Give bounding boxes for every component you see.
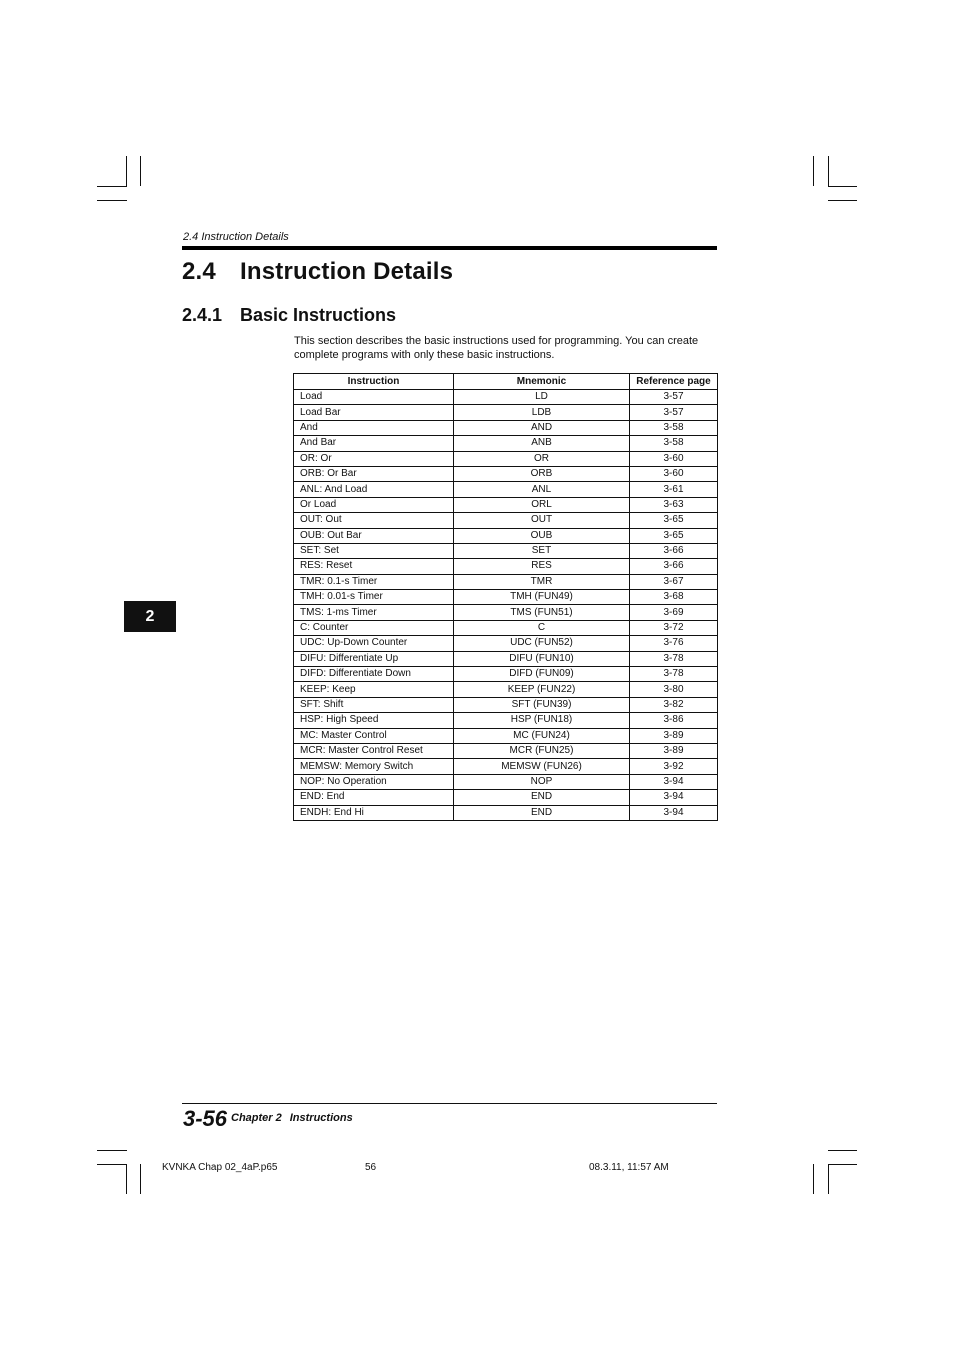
reference-page-cell: 3-58: [630, 420, 718, 435]
table-row: [294, 574, 718, 589]
mnemonic-cell: TMH (FUN49): [454, 590, 630, 605]
table-row: [294, 420, 718, 435]
mnemonic-cell: RES: [454, 559, 630, 574]
reference-page-cell: 3-94: [630, 805, 718, 820]
reference-page-cell: 3-80: [630, 682, 718, 697]
instruction-cell: RES: Reset: [294, 559, 454, 574]
slug-page: 56: [365, 1162, 377, 1173]
instruction-cell: SET: Set: [294, 543, 454, 558]
reference-page-cell: 3-58: [630, 436, 718, 451]
instruction-cell: HSP: High Speed: [294, 713, 454, 728]
basic-instructions-table: [293, 373, 718, 821]
table-row: [294, 636, 718, 651]
instruction-cell: C: Counter: [294, 620, 454, 635]
table-row: [294, 405, 718, 420]
mnemonic-cell: MC (FUN24): [454, 728, 630, 743]
instruction-cell: END: End: [294, 790, 454, 805]
subsection-number: 2.4.1: [182, 305, 223, 325]
table-row: [294, 605, 718, 620]
mnemonic-cell: SET: [454, 543, 630, 558]
table-row: [294, 790, 718, 805]
chapter-label: Chapter 2: [231, 1112, 282, 1124]
reference-page-cell: 3-72: [630, 620, 718, 635]
header-rule: [182, 246, 717, 250]
instruction-cell: MEMSW: Memory Switch: [294, 759, 454, 774]
subsection-title: Basic Instructions: [240, 305, 397, 325]
mnemonic-cell: DIFD (FUN09): [454, 667, 630, 682]
reference-page-cell: 3-78: [630, 667, 718, 682]
instruction-cell: DIFU: Differentiate Up: [294, 651, 454, 666]
table-row: [294, 728, 718, 743]
instruction-cell: ORB: Or Bar: [294, 466, 454, 481]
mnemonic-cell: KEEP (FUN22): [454, 682, 630, 697]
table-row: [294, 513, 718, 528]
mnemonic-cell: END: [454, 790, 630, 805]
reference-page-cell: 3-94: [630, 790, 718, 805]
instruction-cell: SFT: Shift: [294, 697, 454, 712]
instruction-cell: NOP: No Operation: [294, 774, 454, 789]
running-head: 2.4 Instruction Details: [183, 231, 289, 243]
instruction-cell: MCR: Master Control Reset: [294, 743, 454, 758]
table-row: [294, 451, 718, 466]
section-title: Instruction Details: [240, 258, 454, 285]
reference-page-cell: 3-82: [630, 697, 718, 712]
table-row: [294, 528, 718, 543]
table-row: [294, 667, 718, 682]
mnemonic-cell: SFT (FUN39): [454, 697, 630, 712]
mnemonic-cell: LD: [454, 390, 630, 405]
table-row: [294, 743, 718, 758]
instruction-cell: Load: [294, 390, 454, 405]
mnemonic-cell: AND: [454, 420, 630, 435]
instruction-cell: And Bar: [294, 436, 454, 451]
instruction-cell: Load Bar: [294, 405, 454, 420]
table-row: [294, 713, 718, 728]
instruction-cell: MC: Master Control: [294, 728, 454, 743]
reference-page-cell: 3-63: [630, 497, 718, 512]
table-row: [294, 436, 718, 451]
reference-page-cell: 3-67: [630, 574, 718, 589]
mnemonic-cell: TMS (FUN51): [454, 605, 630, 620]
reference-page-cell: 3-60: [630, 466, 718, 481]
instruction-cell: OUB: Out Bar: [294, 528, 454, 543]
instruction-cell: KEEP: Keep: [294, 682, 454, 697]
instruction-cell: TMS: 1-ms Timer: [294, 605, 454, 620]
reference-page-cell: 3-57: [630, 390, 718, 405]
table-row: [294, 590, 718, 605]
instruction-cell: ANL: And Load: [294, 482, 454, 497]
reference-page-cell: 3-76: [630, 636, 718, 651]
table-row: [294, 759, 718, 774]
mnemonic-cell: LDB: [454, 405, 630, 420]
instruction-cell: DIFD: Differentiate Down: [294, 667, 454, 682]
table-row: [294, 774, 718, 789]
table-row: [294, 682, 718, 697]
reference-page-cell: 3-57: [630, 405, 718, 420]
section-number: 2.4: [182, 258, 216, 285]
table-row: [294, 559, 718, 574]
column-header: Mnemonic: [454, 374, 630, 390]
instruction-cell: Or Load: [294, 497, 454, 512]
mnemonic-cell: ANL: [454, 482, 630, 497]
section-heading: [182, 258, 453, 286]
mnemonic-cell: DIFU (FUN10): [454, 651, 630, 666]
instruction-cell: ENDH: End Hi: [294, 805, 454, 820]
table-row: [294, 805, 718, 820]
mnemonic-cell: C: [454, 620, 630, 635]
mnemonic-cell: TMR: [454, 574, 630, 589]
reference-page-cell: 3-68: [630, 590, 718, 605]
reference-page-cell: 3-94: [630, 774, 718, 789]
table-row: [294, 497, 718, 512]
chapter-tab-marker: 2: [124, 601, 176, 632]
table-row: [294, 466, 718, 481]
table-row: [294, 390, 718, 405]
table-row: [294, 620, 718, 635]
reference-page-cell: 3-66: [630, 543, 718, 558]
mnemonic-cell: ORB: [454, 466, 630, 481]
reference-page-cell: 3-60: [630, 451, 718, 466]
column-header: Instruction: [294, 374, 454, 390]
reference-page-cell: 3-78: [630, 651, 718, 666]
instruction-cell: TMH: 0.01-s Timer: [294, 590, 454, 605]
mnemonic-cell: OR: [454, 451, 630, 466]
subsection-heading: [182, 305, 396, 326]
mnemonic-cell: ORL: [454, 497, 630, 512]
mnemonic-cell: NOP: [454, 774, 630, 789]
mnemonic-cell: MCR (FUN25): [454, 743, 630, 758]
table-row: [294, 543, 718, 558]
reference-page-cell: 3-66: [630, 559, 718, 574]
chapter-title: Instructions: [289, 1112, 353, 1124]
reference-page-cell: 3-65: [630, 513, 718, 528]
reference-page-cell: 3-92: [630, 759, 718, 774]
footer-rule: [182, 1103, 717, 1104]
reference-page-cell: 3-61: [630, 482, 718, 497]
footer-chapter: [231, 1112, 353, 1124]
reference-page-cell: 3-65: [630, 528, 718, 543]
reference-page-cell: 3-86: [630, 713, 718, 728]
reference-page-cell: 3-69: [630, 605, 718, 620]
column-header: Reference page: [630, 374, 718, 390]
mnemonic-cell: HSP (FUN18): [454, 713, 630, 728]
table-row: [294, 651, 718, 666]
instruction-cell: TMR: 0.1-s Timer: [294, 574, 454, 589]
mnemonic-cell: END: [454, 805, 630, 820]
reference-page-cell: 3-89: [630, 743, 718, 758]
instruction-cell: OR: Or: [294, 451, 454, 466]
instruction-cell: OUT: Out: [294, 513, 454, 528]
table-row: [294, 697, 718, 712]
page-number: 3-56: [183, 1106, 228, 1131]
reference-page-cell: 3-89: [630, 728, 718, 743]
table-header-row: [294, 374, 718, 390]
mnemonic-cell: MEMSW (FUN26): [454, 759, 630, 774]
mnemonic-cell: ANB: [454, 436, 630, 451]
mnemonic-cell: UDC (FUN52): [454, 636, 630, 651]
mnemonic-cell: OUB: [454, 528, 630, 543]
table-row: [294, 482, 718, 497]
slug-file: KVNKA Chap 02_4aP.p65: [162, 1162, 278, 1173]
intro-paragraph: This section describes the basic instructions used for programming. You can create complete programs with only these basic instructions.: [294, 335, 699, 361]
instruction-cell: UDC: Up-Down Counter: [294, 636, 454, 651]
instruction-cell: And: [294, 420, 454, 435]
mnemonic-cell: OUT: [454, 513, 630, 528]
slug-date: 08.3.11, 11:57 AM: [589, 1162, 669, 1173]
